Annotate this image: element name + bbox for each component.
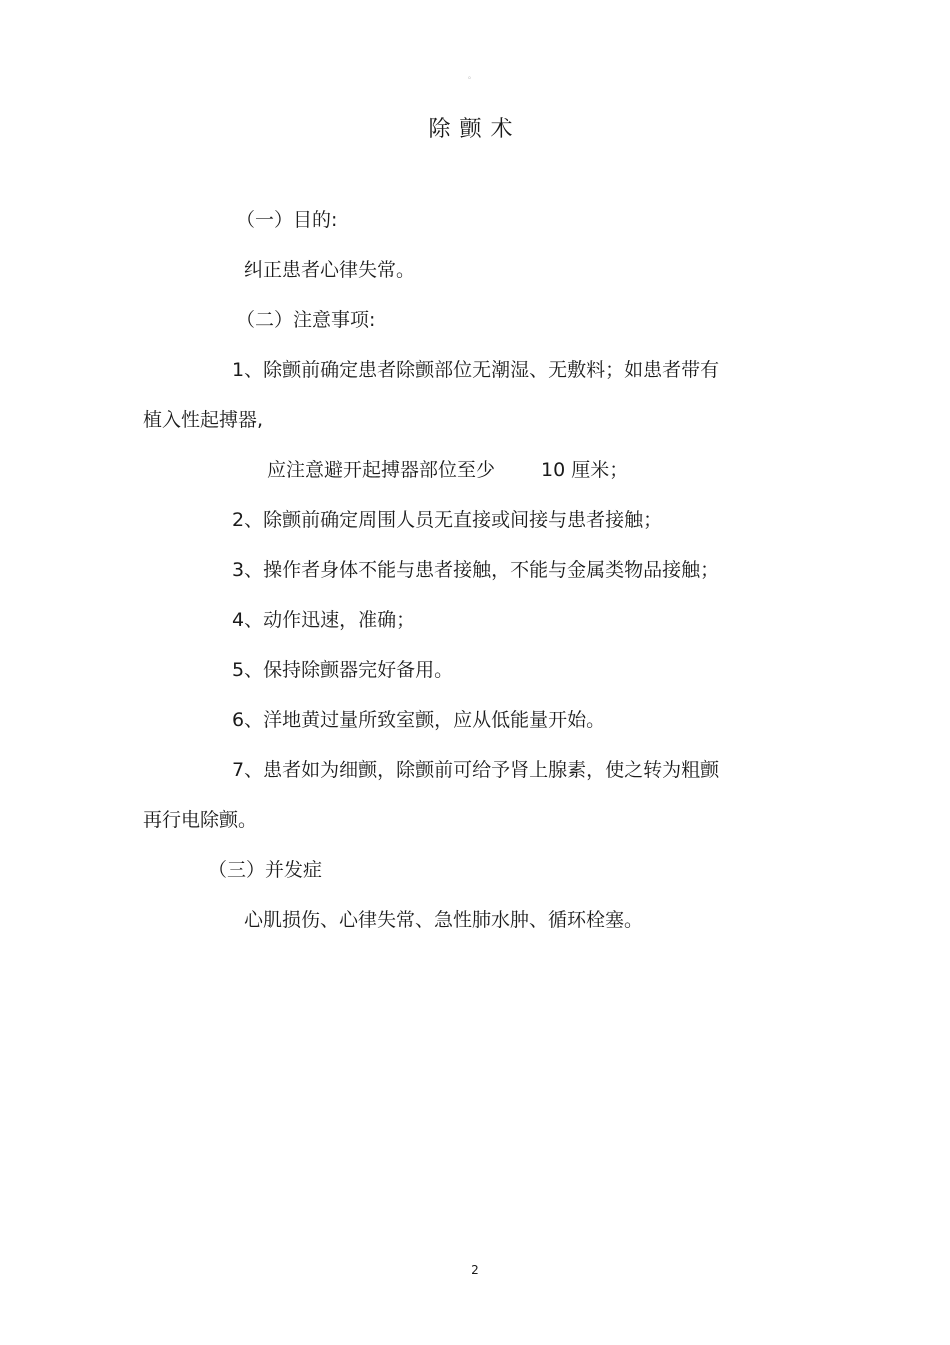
header-mark: 。: [468, 71, 476, 80]
note-item-1-line-2: 植入性起搏器,: [143, 409, 264, 431]
complications-text: 心肌损伤、心律失常、急性肺水肿、循环栓塞。: [244, 909, 644, 931]
purpose-text: 纠正患者心律失常。: [244, 259, 416, 281]
note-item-4: 4、动作迅速，准确；: [232, 609, 416, 631]
note-item-2: 2、除颤前确定周围人员无直接或间接与患者接触；: [232, 509, 663, 531]
note-item-3: 3、操作者身体不能与患者接触，不能与金属类物品接触；: [232, 559, 720, 581]
document-title: 除颤术: [428, 117, 522, 142]
note-item-1-line-3b: 10 厘米；: [541, 459, 629, 481]
purpose-heading: （一）目的:: [236, 209, 338, 231]
complications-heading: （三）并发症: [208, 859, 323, 881]
note-item-1-line-1: 1、除颤前确定患者除颤部位无潮湿、无敷料；如患者带有: [232, 359, 720, 381]
note-item-5: 5、保持除颤器完好备用。: [232, 659, 454, 681]
note-item-6: 6、洋地黄过量所致室颤，应从低能量开始。: [232, 709, 606, 731]
note-item-7-line-2: 再行电除颤。: [143, 809, 258, 831]
notes-heading: （二）注意事项:: [236, 309, 376, 331]
page-number: 2: [471, 1263, 479, 1277]
note-item-1-line-3a: 应注意避开起搏器部位至少: [267, 459, 496, 481]
note-item-7-line-1: 7、患者如为细颤，除颤前可给予肾上腺素，使之转为粗颤: [232, 759, 720, 781]
